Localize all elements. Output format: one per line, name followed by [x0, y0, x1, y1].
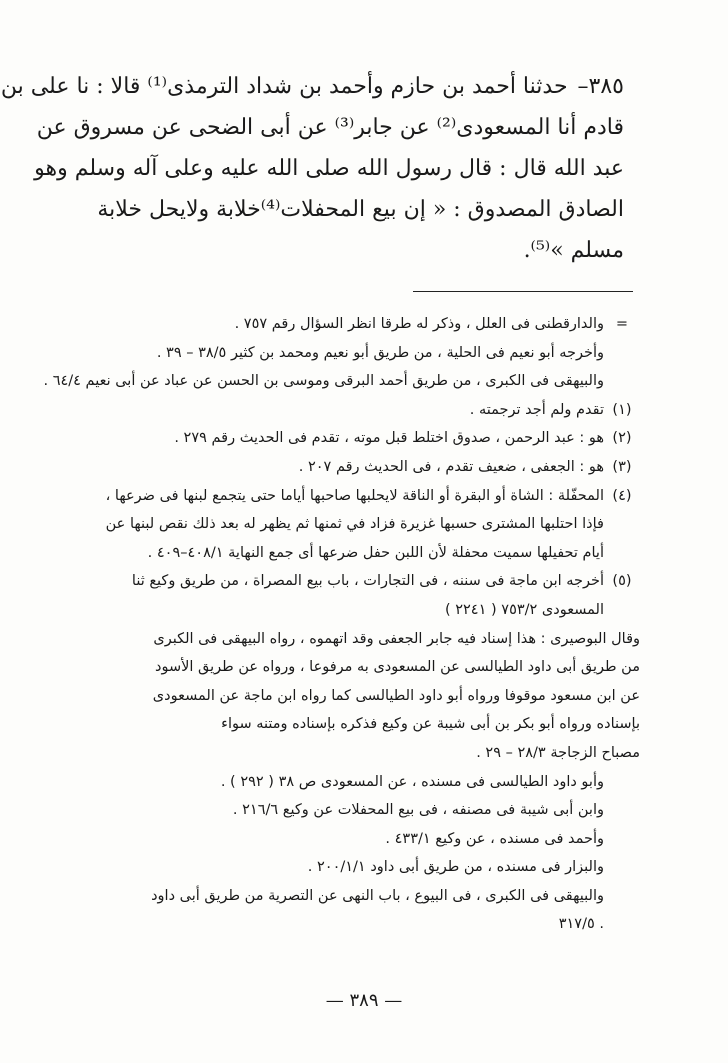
footnote-mark: [604, 853, 640, 882]
footnotes: [43, 310, 640, 939]
footnote-line: والبيهقى فى الكبرى ، من طريق أحمد البرقى وموسى بن الحسن عن عباد عن أبى نعيم ٦٤/٤ .: [80, 367, 640, 396]
footnote-line: . ٣١٧/٥: [80, 910, 640, 939]
footnote-mark: [604, 367, 640, 396]
footnote-line: (٤) المحفّلة : الشاة أو البقرة أو الناقة لايحلبها صاحبها أياما حتى يتجمع لبنها فى ضرعها ،: [80, 482, 640, 511]
footnote-line: عن ابن مسعود موقوفا ورواه أبو داود الطيالسى كما رواه ابن ماجة عن المسعودى: [80, 682, 640, 711]
footnote-mark: [604, 796, 640, 825]
footnote-line: وابن أبى شيبة فى مصنفه ، فى بيع المحفلات عن وكيع ٢١٦/٦ .: [80, 796, 640, 825]
footnote-line: مصباح الزجاجة ٢٨/٣ – ٢٩ .: [80, 739, 640, 768]
footnote-mark: [604, 596, 640, 625]
footnote-mark: =: [615, 316, 629, 332]
footnote-line: وأحمد فى مسنده ، عن وكيع ٤٣٣/١ .: [80, 825, 640, 854]
hadith-line: قادم أنا المسعودى⁽²⁾ عن جابر⁽³⁾ عن أبى الضحى عن مسروق عن: [36, 115, 624, 140]
footnote-mark: [604, 539, 640, 568]
footnote-line: والبيهقى فى الكبرى ، فى البيوع ، باب النهى عن التصرية من طريق أبى داود: [80, 882, 640, 911]
hadith-line: الصادق المصدوق : « إن بيع المحفلات⁽⁴⁾خلابة ولايحل خلابة: [97, 197, 624, 222]
footnote-mark: (٣): [612, 458, 632, 475]
footnote-divider: [413, 291, 633, 292]
hadith-text: [0, 66, 624, 271]
footnote-mark: [604, 339, 640, 368]
hadith-line: ٣٨٥–حدثنا أحمد بن حازم وأحمد بن شداد الترمذى⁽¹⁾ قالا : نا على بن: [0, 74, 624, 99]
footnote-line: فإذا احتلبها المشترى حسبها غزيرة فزاد في ثمنها ثم يظهر له بعد ذلك نقص لبنها عن: [80, 510, 640, 539]
hadith-line: عبد الله قال : قال رسول الله صلى الله عليه وعلى آله وسلم وهو: [34, 156, 624, 181]
footnote-mark: (١): [612, 401, 632, 418]
footnote-line: من طريق أبى داود الطيالسى عن المسعودى به مرفوعا ، ورواه عن طريق الأسود: [80, 653, 640, 682]
footnote-line: بإسناده ورواه أبو بكر بن أبى شيبة عن وكيع فذكره بإسناده ومتنه سواء: [80, 710, 640, 739]
footnote-mark: [604, 882, 640, 911]
footnote-mark: [604, 768, 640, 797]
footnote-line: وقال البوصيرى : هذا إسناد فيه جابر الجعفى وقد اتهموه ، رواه البيهقى فى الكبرى: [80, 625, 640, 654]
footnote-line: (٣) هو : الجعفى ، ضعيف تقدم ، فى الحديث رقم ٢٠٧ .: [80, 453, 640, 482]
footnote-line: = والدارقطنى فى العلل ، وذكر له طرقا انظر السؤال رقم ٧٥٧ .: [80, 310, 640, 339]
page-number: — ٣٨٩ —: [325, 990, 403, 1011]
footnote-mark: [604, 825, 640, 854]
footnote-line: وأبو داود الطيالسى فى مسنده ، عن المسعودى ص ٣٨ ( ٢٩٢ ) .: [80, 768, 640, 797]
footnote-mark: [604, 510, 640, 539]
hadith-line: مسلم »⁽⁵⁾.: [523, 238, 624, 263]
footnote-mark: [604, 910, 640, 939]
footnote-mark: (٥): [612, 573, 632, 590]
hadith-number: ٣٨٥–: [577, 74, 624, 99]
footnote-line: وأخرجه أبو نعيم فى الحلية ، من طريق أبو نعيم ومحمد بن كثير ٣٨/٥ – ٣٩ .: [80, 339, 640, 368]
footnote-line: (٢) هو : عبد الرحمن ، صدوق اختلط قبل موته ، تقدم فى الحديث رقم ٢٧٩ .: [80, 424, 640, 453]
footnote-line: المسعودى ٧٥٣/٢ ( ٢٢٤١ ): [80, 596, 640, 625]
footnote-line: أيام تحفيلها سميت محفلة لأن اللبن حفل ضرعها أى جمع النهاية ٤٠٨/١–٤٠٩ .: [80, 539, 640, 568]
footnote-line: والبزار فى مسنده ، من طريق أبى داود ٢٠٠/١/١ .: [80, 853, 640, 882]
footnote-line: (٥) أخرجه ابن ماجة فى سننه ، فى التجارات ، باب بيع المصراة ، من طريق وكيع ثنا: [80, 567, 640, 596]
footnote-mark: (٤): [612, 487, 632, 504]
footnote-mark: (٢): [612, 430, 632, 447]
footnote-line: (١) تقدم ولم أجد ترجمته .: [80, 396, 640, 425]
